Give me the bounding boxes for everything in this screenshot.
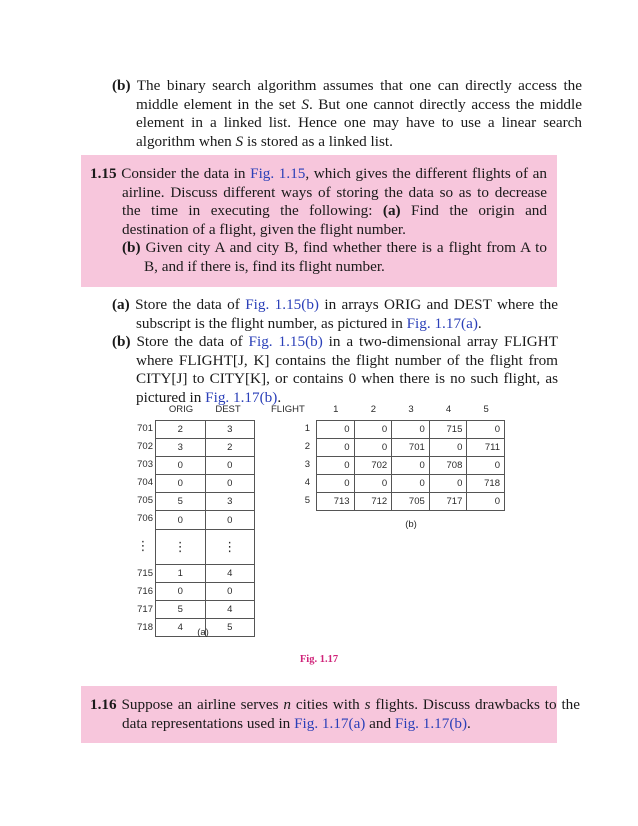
table-row: 0 702 0 708 0: [317, 457, 505, 475]
table-row: 2 3: [156, 421, 255, 439]
table-row: 4 5: [156, 618, 255, 636]
figure-1-17-caption: Fig. 1.17: [299, 654, 339, 665]
problem-1-15: 1.15 Consider the data in Fig. 1.15, which gives the different flights of an airline. Discuss different ways of storing the data so as to decrease the time in executing the following: (a) Find the origin and destination of a flight, given the flight number. (b) Given city A and city B, find whether there is a flight from A to B, and if there is, find its flight number.: [90, 165, 547, 275]
flight-row-headers: [296, 420, 310, 510]
problem-number: 1.16: [90, 696, 117, 713]
figure-a-caption: (a): [197, 627, 209, 638]
row-index: 706: [137, 513, 153, 525]
solution-a-label: (a): [112, 296, 130, 313]
table-row: 0 0: [156, 511, 255, 529]
row-header: 4: [304, 477, 310, 489]
row-header: 1: [304, 423, 310, 434]
orig-dest-index-column: [127, 420, 153, 637]
fig-1-15-link[interactable]: Fig. 1.15: [250, 165, 306, 182]
table-row: 1 4: [156, 564, 255, 582]
flight-title: FLIGHT: [271, 404, 305, 415]
table-row: 5 3: [156, 493, 255, 511]
table-row: 0 0 0 0 718: [317, 475, 505, 493]
table-row: 713 712 705 717 0: [317, 493, 505, 511]
row-index: 705: [137, 495, 153, 507]
problem-1-16: 1.16 Suppose an airline serves n cities with s flights. Discuss drawbacks to the data representations used in Fig. 1.17(a) and Fig. 1.17(b).: [90, 696, 581, 732]
row-index: 701: [137, 423, 153, 434]
dest-header: DEST: [215, 404, 241, 415]
fig-1-17a-link[interactable]: Fig. 1.17(a): [406, 314, 478, 332]
problem-number: 1.15: [90, 165, 117, 182]
part-b-label: (b): [112, 77, 131, 94]
flight-col-headers: [317, 404, 505, 415]
row-header: 3: [304, 459, 310, 471]
row-index: 718: [137, 621, 153, 633]
table-row: 0 0: [156, 457, 255, 475]
table-row: 0 0: [156, 475, 255, 493]
flight-matrix-table: [316, 420, 505, 511]
row-index: 717: [137, 603, 153, 615]
part-b-binary-search: (b) The binary search algorithm assumes that one can directly access the middle element in the set S. But one cannot directly access the middle element in a linked list. Hence one may have to use a linear search algorithm when S is stored as a linked list.: [112, 77, 582, 150]
table-row: 0 0 701 0 711: [317, 439, 505, 457]
fig-1-15b-link-2[interactable]: Fig. 1.15(b): [248, 333, 323, 351]
col-header: 1: [333, 404, 339, 415]
table-row: 5 4: [156, 600, 255, 618]
table-row: 3 2: [156, 439, 255, 457]
fig-1-17b-link-2[interactable]: Fig. 1.17(b): [394, 714, 468, 732]
orig-header: ORIG: [168, 404, 194, 415]
fig-1-17b-link[interactable]: Fig. 1.17(b): [205, 388, 278, 406]
solution-b-label: (b): [112, 333, 131, 351]
row-header: 5: [304, 495, 310, 507]
orig-dest-table: [155, 420, 255, 637]
row-index-dots: ⋮: [136, 537, 150, 553]
table-row: 0 0 0 715 0: [317, 421, 505, 439]
table-row-ellipsis: ⋮ ⋮: [156, 529, 255, 564]
fig-1-17a-link-2[interactable]: Fig. 1.17(a): [294, 714, 366, 732]
row-index: 716: [137, 585, 153, 597]
row-index: 704: [137, 477, 153, 489]
fig-1-15b-link[interactable]: Fig. 1.15(b): [245, 296, 319, 313]
solution-1-15: (a) Store the data of Fig. 1.15(b) in arrays ORIG and DEST where the subscript is the flight number, as pictured in Fig. 1.17(a). (b) Store the data of Fig. 1.15(b) in a two-dimensional array FLIGHT where FLIGHT[J, K] contains the flight number of the flight from CITY[J] to CITY[K], or contains 0 when there is no such flight, as pictured in Fig. 1.17(b).: [112, 296, 559, 406]
row-index: 702: [137, 441, 153, 453]
figure-b-caption: (b): [405, 519, 417, 530]
row-index: 703: [137, 459, 153, 471]
table-row: 0 0: [156, 582, 255, 600]
col-header: 5: [483, 404, 489, 415]
col-header: 4: [445, 404, 452, 415]
col-header: 2: [370, 404, 377, 415]
row-index: 715: [137, 567, 153, 579]
col-header: 3: [408, 404, 414, 415]
row-header: 2: [304, 441, 310, 453]
